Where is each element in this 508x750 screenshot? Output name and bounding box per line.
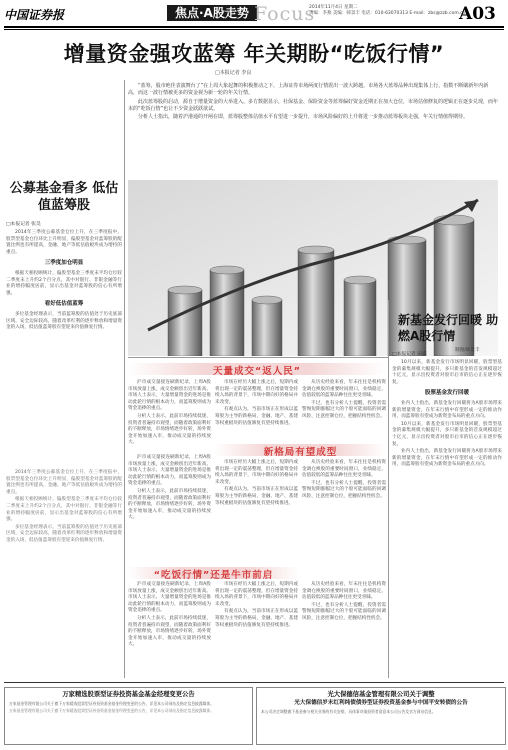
section-label: 焦点·A股走势 [167,5,257,21]
ad1-text: 万家基金管理有限公司关于旗下万家精选股票型证券投资基金基金经理变更的公告，详见本公司网站及指定信息披露媒体。 [9,701,215,706]
page-number: A03 [459,4,496,24]
lead-paragraph: “蓝筹，股市绝佳表演舞台了”在上周大象起舞的积极推动之下，上海证券市场两度行情震出一波大跨越，市场各大蓝筹品种出现集体上行，指数不断刷新年内新高，而这一波行情被更多的资金视为新一轮的年关行情。 [128,83,489,97]
middle-paragraph: 从历史经验来看，年末往往是机构资金调仓换股的重要时间窗口，业绩稳定、估值较低的蓝筹品种往往更受青睐。 [302,460,386,479]
focus-wordmark: Focus [254,3,316,25]
right-paragraph: 10月以来，新基金发行市场明显回暖，股票型基金的募集规模大幅提升，多只新基金的首发规模超过十亿元，显示出投资者对股市后市的信心正在逐步恢复。 [392,421,502,447]
main-byline: □本报记者 李良 [215,70,252,76]
masthead [4,4,504,26]
left-paragraph: 2014年三季度公募基金仓位上升，在三季度报中，股票型基金仓位环比上升明显，偏股型基金对蓝筹股的配置比例也有所提高，金融、地产等低估值板块成为增持的重点。 [6,230,122,255]
lead-paragraph: 此次蓝筹股的启动，源自于增量资金的大举进入。多方数据显示，社保基金、保险资金等蓝筹偏好资金近期正在加大仓位，市场估值修复的逻辑正在逐步兑现，而年末的“吃饭行情”也让不少资金跃跃欲试。 [128,98,499,112]
middle-paragraph: 不过，也有分析人士提醒，投资者需警惕短期涨幅过大的个股可能面临的回调风险，注意控制仓位，把握结构性机会。 [302,602,386,621]
ad1-text-more: 万家基金管理有限公司关于旗下万家精选股票型证券投资基金基金经理变更的公告，详见本公司网站及指定信息披露媒体。 [9,708,215,713]
left-paragraph: 2014年三季度公募基金仓位上升，在三季度报中，股票型基金仓位环比上升明显，偏股型基金对蓝筹股的配置比例也有所提高，金融、地产等低估值板块成为增持的重点。 [6,470,122,495]
right-paragraph: 业内人士指出，新基金发行回暖将为A股市场带来新的增量资金，在年末行情中有望形成一定的推动作用，而蓝筹股有望成为新资金布局的重点方向。 [392,400,502,420]
paper-name: 中国证券报 [4,8,65,22]
right-story-headline: 新基金发行回暖 助燃A股行情 [398,313,499,343]
middle-paragraph: 沪市成交量接连刷新纪录，上周A股市场放量上涨，成交金额创出近年新高。市场人士表示，大量增量资金的进场是推动此轮行情的根本动力，而蓝筹股则成为资金追捧的重点。 [128,380,211,412]
middle-col-1 [128,380,211,448]
middle-col-1b [128,455,211,523]
right-subhead: 股票基金发行回暖 [424,390,469,397]
right-story-body [392,360,502,470]
middle-paragraph: 不过，也有分析人士提醒，投资者需警惕短期涨幅过大的个股可能面临的回调风险，注意控制仓位，把握结构性机会。 [302,400,386,419]
middle-paragraph: 分析人士表示，此前市场持续低迷，投资者普遍持币观望，而随着政策面利好的不断释放，市场情绪逐步好转，场外资金开始加速入市，推动成交量的持续放大。 [128,413,211,446]
column-divider [124,80,125,678]
middle-paragraph: 市场在经历大幅上涨之后，短期内或将出现一定的震荡整理，但在增量资金持续入场的背景下，市场中期向好的格局并未改变。 [215,380,298,405]
middle-col-3c [302,582,386,624]
middle-paragraph: 有观点认为，当前市场正在形成以蓝筹股为主导的新格局，金融、地产、基建等权重板块的估值修复有望持续推进。 [215,407,298,426]
middle-col-2 [215,380,298,428]
left-story-byline: □本报记者 张昊 [6,222,41,227]
middle-col-1c [128,582,211,650]
ad2-text: 本公司决定调整旗下基金参与相关业务的有关安排，具体事项请投资者留意本公司公告及官方网站信息。 [261,709,436,714]
fund-notice-ad-2 [256,687,506,745]
header-contact: 责编：李燕 美编：韩景丰 电话：010-63070313 E-mail：zbs@zzb.com.cn [309,11,466,16]
section-divider [128,357,388,358]
middle-col-3b [302,460,386,502]
ad2-title-2: 光大保德信岁末红利纯债债券型证券投资基金参与中国平安转债的公告 [294,700,468,706]
right-paragraph: 业内人士指出，新基金发行回暖将为A股市场带来新的增量资金，在年末行情中有望形成一定的推动作用，而蓝筹股有望成为新资金布局的重点方向。 [392,449,502,468]
section-title-1: 天量成交“返人民” [213,366,301,377]
column-divider [388,300,389,678]
middle-paragraph: 市场在经历大幅上涨之后，短期内或将出现一定的震荡整理，但在增量资金持续入场的背景下，市场中期向好的格局并未改变。 [215,582,298,607]
ad1-title: 万家精选股票型证券投资基金基金经理变更公告 [62,691,195,698]
right-paragraph: 10月以来，新基金发行市场明显回暖，股票型基金的募集规模大幅提升，多只新基金的首发规模超过十亿元，显示出投资者对股市后市的信心正在逐步恢复。 [392,360,502,385]
right-story-byline: □本报记者 田露 [392,352,427,357]
header-date: 2014年11月4日 星期二 [309,5,358,10]
photo-credit: 制图/韩景丰 [455,348,480,353]
left-subhead-2: 看好低估值蓝筹 [44,301,84,308]
fund-notice-ad-1 [4,687,253,745]
middle-paragraph: 不过，也有分析人士提醒，投资者需警惕短期涨幅过大的个股可能面临的回调风险，注意控制仓位，把握结构性机会。 [302,480,386,499]
header-rule [4,26,504,28]
middle-paragraph: 从历史经验来看，年末往往是机构资金调仓换股的重要时间窗口，业绩稳定、估值较低的蓝筹品种往往更受青睐。 [302,380,386,399]
left-story-headline: 公募基金看多 低估值蓝筹股 [9,181,119,213]
middle-paragraph: 市场在经历大幅上涨之后，短期内或将出现一定的震荡整理，但在增量资金持续入场的背景下，市场中期向好的格局并未改变。 [215,460,298,485]
middle-paragraph: 分析人士表示，此前市场持续低迷，投资者普遍持币观望，而随着政策面利好的不断释放，市场情绪逐步好转，场外资金开始加速入市，推动成交量的持续放大。 [128,488,211,521]
left-paragraph: 多位基金经理表示，当前蓝筹股的估值处于历史底部区域，安全边际较高，随着改革红利的逐步释放和增量资金的入场，低估值蓝筹股有望迎来价值修复行情。 [6,311,122,331]
main-headline: 增量资金强攻蓝筹 年关期盼“吃饭行情” [63,42,445,66]
ads-divider [4,682,504,683]
left-paragraph: 根据天相投顾统计，偏股型基金三季度末平均仓位较二季度末上升约2个百分点，其中对银行、非银金融等行业的增持幅度居前，显示出基金对蓝筹股的信心有所增强。 [6,270,122,296]
middle-col-3 [302,380,386,422]
section-title-3: “吃饭行情”还是牛市前启 [153,570,274,581]
left-paragraph: 多位基金经理表示，当前蓝筹股的估值处于历史底部区域，安全边际较高，随着改革红利的逐步释放和增量资金的入场，低估值蓝筹股有望迎来价值修复行情。 [6,524,122,543]
middle-paragraph: 沪市成交量接连刷新纪录，上周A股市场放量上涨，成交金额创出近年新高。市场人士表示，大量增量资金的进场是推动此轮行情的根本动力，而蓝筹股则成为资金追捧的重点。 [128,582,211,614]
middle-paragraph: 沪市成交量接连刷新纪录，上周A股市场放量上涨，成交金额创出近年新高。市场人士表示，大量增量资金的进场是推动此轮行情的根本动力，而蓝筹股则成为资金追捧的重点。 [128,455,211,487]
ad2-title-1: 光大保德信基金管理有限公司关于调整 [327,691,435,698]
lead-paragraph: 分析人士指出，随着沪港通的开闸在即，蓝筹股整体估值水平有望进一步提升，市场风险偏好的上升将进一步推动蓝筹板块走强，年关行情值得期待。 [138,114,469,121]
middle-paragraph: 有观点认为，当前市场正在形成以蓝筹股为主导的新格局，金融、地产、基建等权重板块的估值修复有望持续推进。 [215,487,298,506]
left-story-body [6,230,122,333]
left-story-body-continued [6,470,122,546]
middle-paragraph: 从历史经验来看，年末往往是机构资金调仓换股的重要时间窗口，业绩稳定、估值较低的蓝筹品种往往更受青睐。 [302,582,386,601]
middle-paragraph: 分析人士表示，此前市场持续低迷，投资者普遍持币观望，而随着政策面利好的不断释放，市场情绪逐步好转，场外资金开始加速入市，推动成交量的持续放大。 [128,615,211,648]
middle-col-2c [215,582,298,630]
middle-paragraph: 有观点认为，当前市场正在形成以蓝筹股为主导的新格局，金融、地产、基建等权重板块的估值修复有望持续推进。 [215,609,298,628]
header-meta [309,5,465,17]
header-rule-thin [4,29,504,30]
lead-paragraphs [128,83,498,122]
middle-col-2b [215,460,298,508]
section-title-2: 新格局有望成型 [263,447,338,458]
left-subhead-1: 三季度加仓明显 [44,260,84,267]
left-paragraph: 根据天相投顾统计，偏股型基金三季度末平均仓位较二季度末上升约2个百分点，其中对银行、非银金融等行业的增持幅度居前，显示出基金对蓝筹股的信心有所增强。 [6,497,122,523]
